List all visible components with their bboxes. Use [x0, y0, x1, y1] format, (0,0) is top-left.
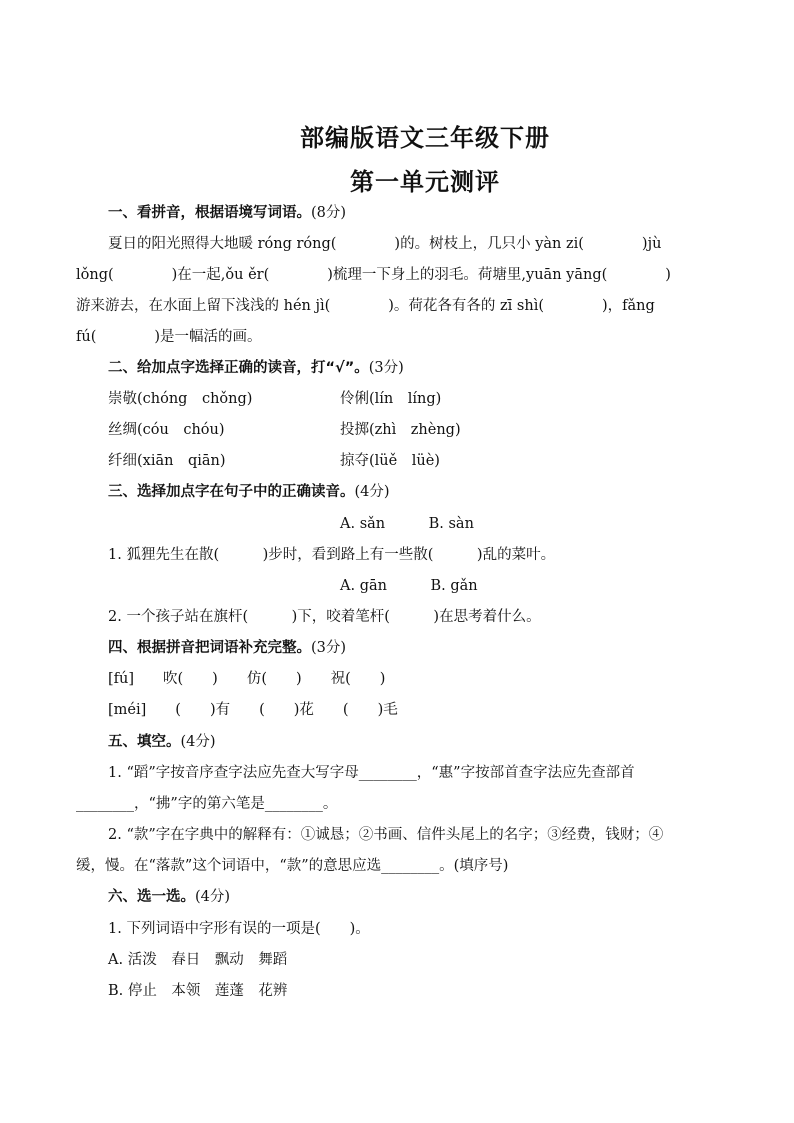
reading-choice-item: 纤细(xiān qiān)	[108, 453, 226, 469]
question2-sentence: 2. 一个孩子站在旗杆( )下，咬着笔杆( )在思考着什么。	[108, 609, 541, 625]
reading-choice-item: 伶俐(lín líng)	[340, 391, 442, 407]
document-subtitle: 第一单元测评	[350, 168, 500, 196]
reading-choice-item: 掠夺(lüě lüè)	[340, 453, 440, 469]
choice-option-b: B. 停止 本领 莲蓬 花辨	[108, 983, 288, 999]
fill-question1-line1: 1. “蹈”字按音序查字法应先查大写字母________，“惠”字按部首查字法应先查部首	[108, 765, 635, 781]
section3-heading-text: 三、选择加点字在句子中的正确读音。	[108, 484, 355, 500]
question1-sentence: 1. 狐狸先生在散( )步时，看到路上有一些散( )乱的菜叶。	[108, 547, 556, 563]
reading-choice-item: 崇敬(chóng chǒng)	[108, 391, 253, 407]
question2-options: A. gān B. gǎn	[340, 578, 478, 594]
fill-question2-line1: 2. “款”字在字典中的解释有：①诚恳；②书画、信件头尾上的名字；③经费，钱财；④	[108, 827, 664, 843]
section2-score: (3分)	[368, 360, 404, 376]
section3-score: (4分)	[354, 484, 390, 500]
section1-heading	[108, 203, 778, 223]
section1-para-line1: 夏日的阳光照得大地暖 róng róng( )的。树枝上，几只小 yàn zi( )jù	[108, 236, 662, 252]
section5-score: (4分)	[180, 734, 216, 750]
section4-score: (3分)	[311, 640, 347, 656]
section5-heading-text: 五、填空。	[108, 734, 181, 750]
choice-option-a: A. 活泼 春日 飘动 舞蹈	[108, 952, 288, 968]
reading-choice-item: 投掷(zhì zhèng)	[340, 422, 461, 438]
section1-para-line2: lǒng( )在一起,ǒu ěr( )梳理一下身上的羽毛。荷塘里,yuān yāng( )	[76, 267, 671, 283]
section4-heading	[108, 638, 778, 658]
section1-score: (8分)	[311, 205, 347, 221]
section6-heading	[108, 887, 778, 907]
section1-heading-text: 一、看拼音，根据语境写词语。	[108, 205, 311, 221]
word-fill-row: [méi] ( )有 ( )花 ( )毛	[108, 702, 398, 718]
section2-heading	[108, 358, 778, 378]
section4-heading-text: 四、根据拼音把词语补充完整。	[108, 640, 311, 656]
document-title: 部编版语文三年级下册	[300, 124, 550, 152]
fill-question1-line2: ________，“拂”字的第六笔是________。	[76, 796, 338, 812]
word-fill-row: [fú] 吹( ) 仿( ) 祝( )	[108, 671, 386, 687]
section6-heading-text: 六、选一选。	[108, 889, 195, 905]
section1-para-line3: 游来游去，在水面上留下浅浅的 hén jì( )。荷花各有各的 zī shì( )，fǎng	[76, 298, 655, 314]
reading-choice-item: 丝绸(cóu chóu)	[108, 422, 225, 438]
section1-para-line4: fú( )是一幅活的画。	[76, 329, 262, 345]
question1-options: A. sǎn B. sàn	[340, 516, 474, 532]
choice-question1: 1. 下列词语中字形有误的一项是( )。	[108, 921, 370, 937]
fill-question2-line2: 缓，慢。在“落款”这个词语中，“款”的意思应选________。(填序号)	[76, 858, 509, 874]
section5-heading	[108, 732, 778, 752]
section6-score: (4分)	[195, 889, 231, 905]
section2-heading-text: 二、给加点字选择正确的读音，打“√”。	[108, 360, 369, 376]
section3-heading	[108, 482, 778, 502]
